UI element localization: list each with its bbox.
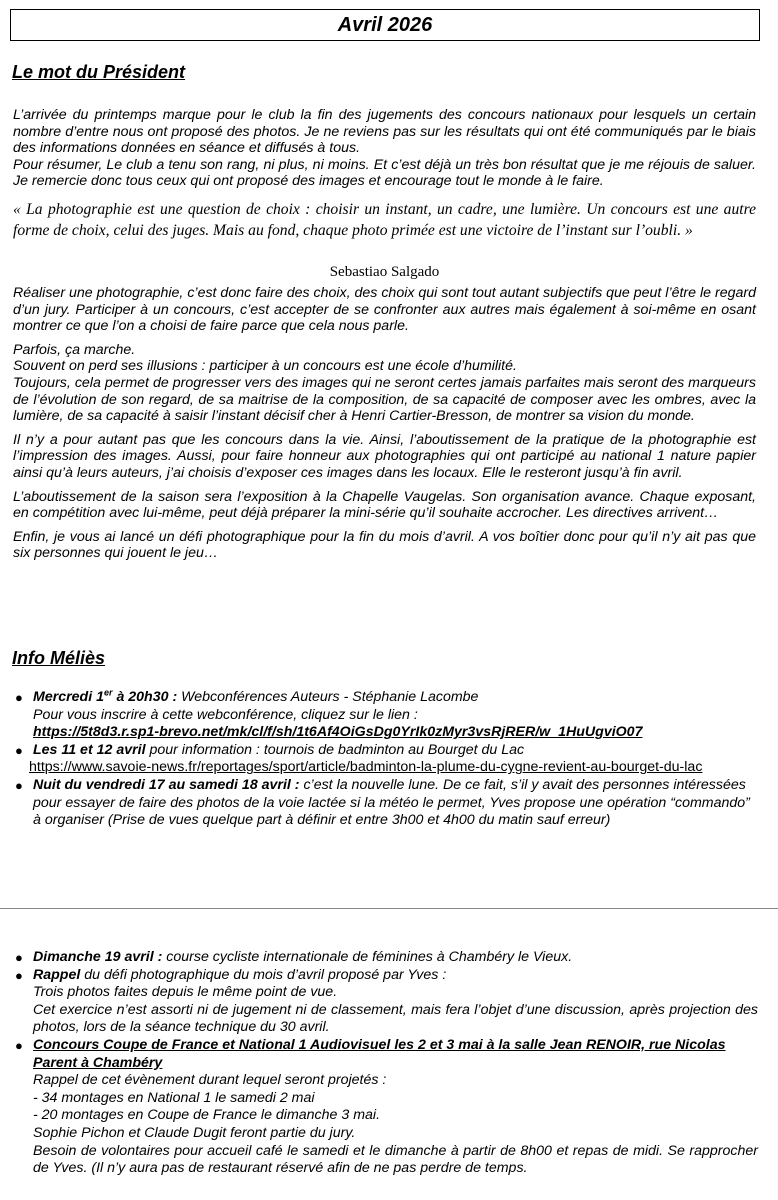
intro-paragraph-1: L’arrivée du printemps marque pour le club la fin des jugements des concours nationaux pour lesquels un certain nombre d’entre nous ont proposé des photos. Je ne reviens pas sur les résultats qui ont été communiqués par le biais des informations données en séance et diffusés à tous. (13, 107, 756, 157)
quote-author: Sebastiao Salgado (329, 264, 440, 280)
month-header (10, 9, 760, 41)
bullet-icon: ● (15, 742, 23, 758)
paragraph-choix: Réaliser une photographie, c’est donc faire des choix, des choix qui sont tout autant subjectifs que peut l’être le regard d’un jury. Participer à un concours, c’est accepter de se confronter aux autres mais également à soi-même en osant montrer ce que l’on a choisi de faire parce que cela nous parle. (13, 285, 756, 335)
bullet-icon: ● (15, 777, 23, 793)
badminton-link[interactable]: https://www.savoie-news.fr/reportages/sport/article/badminton-la-plume-du-cygne-revient-au-bourget-du-lac (29, 759, 703, 776)
quote-text: « La photographie est une question de choix : choisir un instant, un cadre, une lumière. Un concours est une autre forme de choix, celui des juges. Mais au fond, chaque photo primée est une victoire de l’instant sur l’oubli. » (13, 201, 756, 239)
paragraph-parfois: Parfois, ça marche. (13, 341, 136, 358)
president-intro (13, 107, 756, 190)
bullet-icon: ● (15, 967, 23, 983)
paragraph-toujours: Toujours, cela permet de progresser vers des images qui ne seront certes jamais parfaites mais seront des marqueurs de l’évolution de son regard, de sa maitrise de la composition, de sa capacité de composer avec les ombres, avec la lumière, de sa capacité à saisir l’instant décisif cher à Henri Cartier-Bresson, de montrer sa vision du monde. (13, 374, 756, 425)
bullet-icon: ● (15, 950, 23, 965)
paragraph-souvent: Souvent on perd ses illusions : participer à un concours est une école d’humilité. (13, 358, 517, 375)
bullet-icon: ● (15, 690, 23, 705)
list-item: ● Nuit du vendredi 17 au samedi 18 avril : c’est la nouvelle lune. De ce fait, s’il y avait des personnes intéressées pour essayer de faire des photos de la voie lactée si la météo le permet, Yves propose une opération “commando” à organiser (Prise de vues quelque part à définir et entre 3h00 et 4h00 du matin sauf erreur) (15, 776, 750, 829)
president-body (13, 285, 756, 562)
list-item: ● Les 11 et 12 avril pour information : tournois de badminton au Bourget du Lac https://www.savoie-news.fr/reportages/sport/article/badminton-la-plume-du-cygne-revient-au-bourget-du-lac (13, 742, 758, 777)
info-list-2 (13, 949, 758, 1178)
webconference-link[interactable]: https://5t8d3.r.sp1-brevo.net/mk/cl/f/sh/1t6Af4OiGsDg0YrIk0zMyr3vsRjRER/w_1HuUgviO07 (33, 724, 643, 741)
info-section-title: Info Méliès (12, 648, 106, 668)
intro-paragraph-2: Pour résumer, Le club a tenu son rang, ni plus, ni moins. Et c’est déjà un très bon résultat que je me réjouis de saluer. Je remercie donc tous ceux qui ont proposé des images et encourage tout le monde à le faire. (13, 156, 756, 190)
paragraph-defi: Enfin, je vous ai lancé un défi photographique pour la fin du mois d’avril. A vos boîtier donc pour qu’il n’y ait pas que six personnes qui jouent le jeu… (13, 528, 756, 562)
list-item: ● Mercredi 1er à 20h30 : Webconférences Auteurs - Stéphanie Lacombe Pour vous inscrire à cette webconférence, cliquez sur le lien : https://5t8d3.r.sp1-brevo.net/mk/cl/f/sh/1t6Af4OiGsDg0YrIk0zMyr3vsRjRER/w_1HuUgviO07 (15, 687, 643, 741)
info-list-1 (13, 689, 758, 830)
list-item: ● Dimanche 19 avril : course cycliste internationale de féminines à Chambéry le Vieux. (15, 949, 573, 965)
list-item: ● Rappel du défi photographique du mois d’avril proposé par Yves : Trois photos faites depuis le même point de vue. Cet exercice n’est assorti ni de jugement ni de classement, mais fera l’objet d’une discussion, après projection des photos, lors de la séance technique du 30 avril. (15, 966, 758, 1036)
page-break-divider (0, 908, 778, 909)
president-section-title: Le mot du Président (12, 62, 186, 82)
bullet-icon: ● (15, 1037, 23, 1053)
month-title: Avril 2026 (337, 14, 433, 36)
list-item: ● Concours Coupe de France et National 1 Audiovisuel les 2 et 3 mai à la salle Jean RENOIR, rue Nicolas Parent à Chambéry Rappel de cet évènement durant lequel seront projetés : - 34 montages en National 1 le samedi 2 mai - 20 montages en Coupe de France le dimanche 3 mai. Sophie Pichon et Claude Dugit feront partie du jury. Besoin de volontaires pour accueil café le samedi et le dimanche à partir de 8h00 et repas de midi. Se rapprocher de Yves. (Il n’y aura pas de restaurant réservé afin de ne pas perdre de temps. (15, 1036, 758, 1177)
paragraph-saison: L’aboutissement de la saison sera l’exposition à la Chapelle Vaugelas. Son organisation avance. Chaque exposant, en compétition avec lui-même, peut déjà préparer la mini-série qu’il souhaite accrocher. Les directives arrivent… (13, 488, 756, 522)
paragraph-concours-vie: Il n’y a pour autant pas que les concours dans la vie. Ainsi, l’aboutissement de la pratique de la photographie est l’impression des images. Aussi, pour faire honneur aux photographies qui ont participé au national 1 nature papier ainsi qu’à leurs auteurs, j’ai choisis d’exposer ces images dans les locaux. Elle le resteront jusqu’à fin avril. (13, 431, 756, 481)
concours-heading: Concours Coupe de France et National 1 Audiovisuel les 2 et 3 mai à la salle Jean RENOIR, rue Nicolas Parent à Chambéry (33, 1036, 726, 1071)
